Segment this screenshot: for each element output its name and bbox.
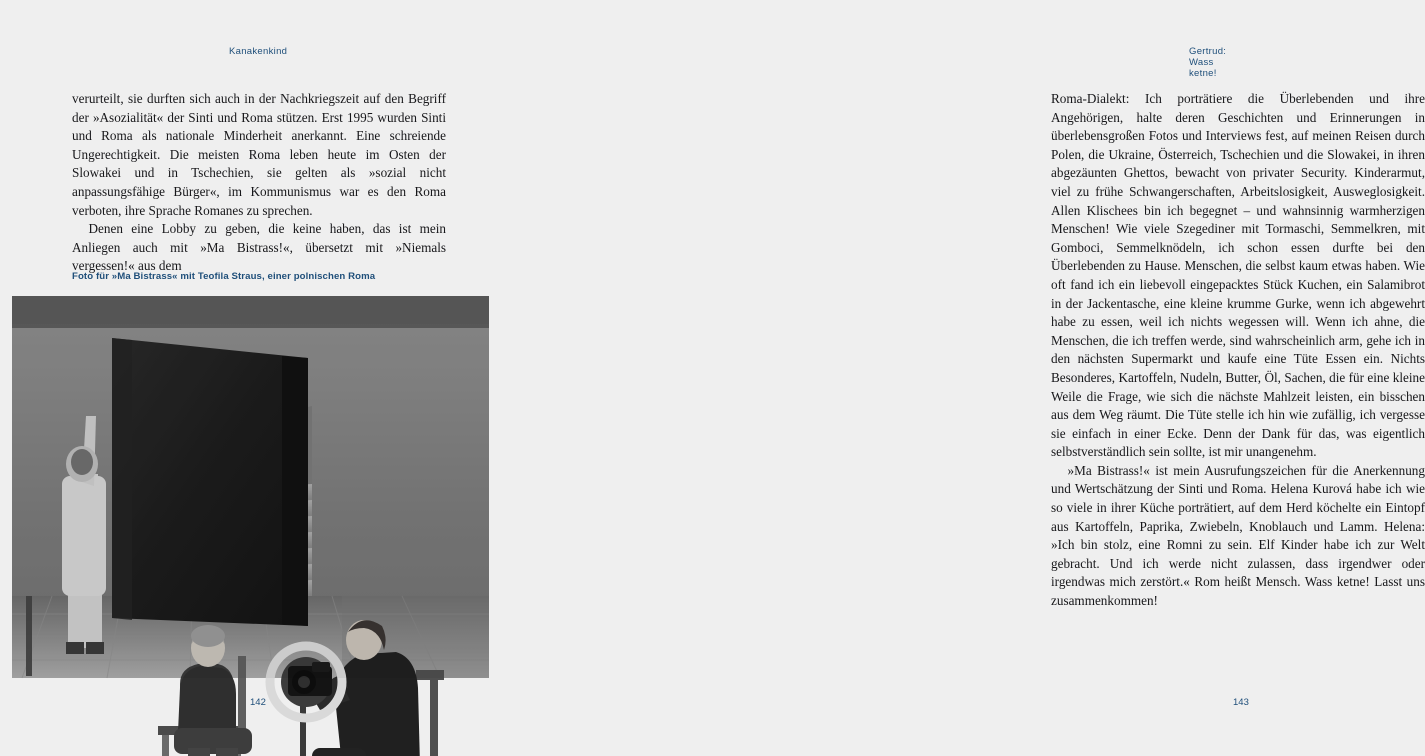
right-page [500,0,1425,756]
left-page [0,0,500,756]
page-number-right: 143 [1233,697,1249,708]
page-number-left: 142 [250,697,266,708]
paragraph: Denen eine Lobby zu geben, die keine haben, das ist mein Anliegen auch mit »Ma Bistrass!«, übersetzt mit »Niemals vergessen!« aus dem [72,221,446,274]
right-page-body-text [1051,90,1425,611]
photo-caption: Foto für »Ma Bistrass« mit Teofila Straus, einer polnischen Roma [72,271,376,282]
paragraph: Roma-Dialekt: Ich porträtiere die Überlebenden und ihre Angehörigen, halte deren Geschichten und Erinnerungen in überlebensgroßen Fotos und Interviews fest, auf meinen Reisen durch Polen, die Ukraine, Österreich, Tschechien und die Slowakei, in ihren abgezäunten Ghettos, bewacht von privater Security. Kinderarmut, viel zu frühe Schwangerschaften, Arbeitslosigkeit, Ausweglosigkeit. Allen Klischees bin ich begegnet – und wahnsinnig warmherzigen Menschen! Wie viele Szegediner mit Tormaschi, Semmelkren, mit Gomboci, Semmelknödeln, ich schon essen durfte bei den Überlebenden zu Hause. Menschen, die selbst kaum etwas haben. Wie oft fand ich ein liebevoll eingepacktes Stück Kuchen, ein Salamibrot in der Jackentasche, eine kleine krumme Gurke, wenn ich abgewehrt habe zu essen, weil ich nichts wegessen will. Wenn ich ahne, die Menschen, die ich treffen werde, sind wahrscheinlich arm, gehe ich in den nächsten Supermarkt und kaufe eine Tüte Essen ein. Nichts Besonderes, Kartoffeln, Nudeln, Butter, Öl, Sachen, die für eine kleine Weile die Frage, wie sich die nächste Mahlzeit leisten, ein bisschen aus dem Weg räumt. Die Tüte stelle ich hin wie zufällig, ich vergesse sie einfach in einer Ecke. Denn der Dank für das, was eigentlich selbstverständlich sein sollte, ist mir unangenehm. [1051,91,1425,460]
photo-studio-session-image [12,296,489,678]
running-head-right: Gertrud: Wass ketne! [1189,46,1227,79]
running-head-left: Kanakenkind [229,46,288,57]
paragraph: »Ma Bistrass!« ist mein Ausrufungszeichen für die Anerkennung und Wertschätzung der Sinti und Roma. Helena Kurová habe ich wie so viele in ihrer Küche porträtiert, auf dem Herd köchelte ein Eintopf aus Kartoffeln, Paprika, Zwiebeln, Knoblauch und Lamm. Helena: »Ich bin stolz, eine Romni zu sein. Elf Kinder habe ich zur Welt gebracht. Und ich werde nicht zulassen, dass irgendwer oder irgendwas mich zerstört.« Rom heißt Mensch. Wass ketne! Lasst uns zusammenkommen! [1051,462,1425,609]
left-page-body-text [72,90,446,276]
paragraph: verurteilt, sie durften sich auch in der Nachkriegszeit auf den Begriff der »Asozialität« der Sinti und Roma stützen. Erst 1995 wurden Sinti und Roma als nationale Minderheit anerkannt. Eine schreiende Ungerechtigkeit. Die meisten Roma leben heute im Osten der Slowakei und in Tschechien, sie gelten als »sozial nicht anpassungsfähige Bürger«, im Kommunismus war es den Roma verboten, ihre Sprache Romanes zu sprechen. [72,91,446,218]
